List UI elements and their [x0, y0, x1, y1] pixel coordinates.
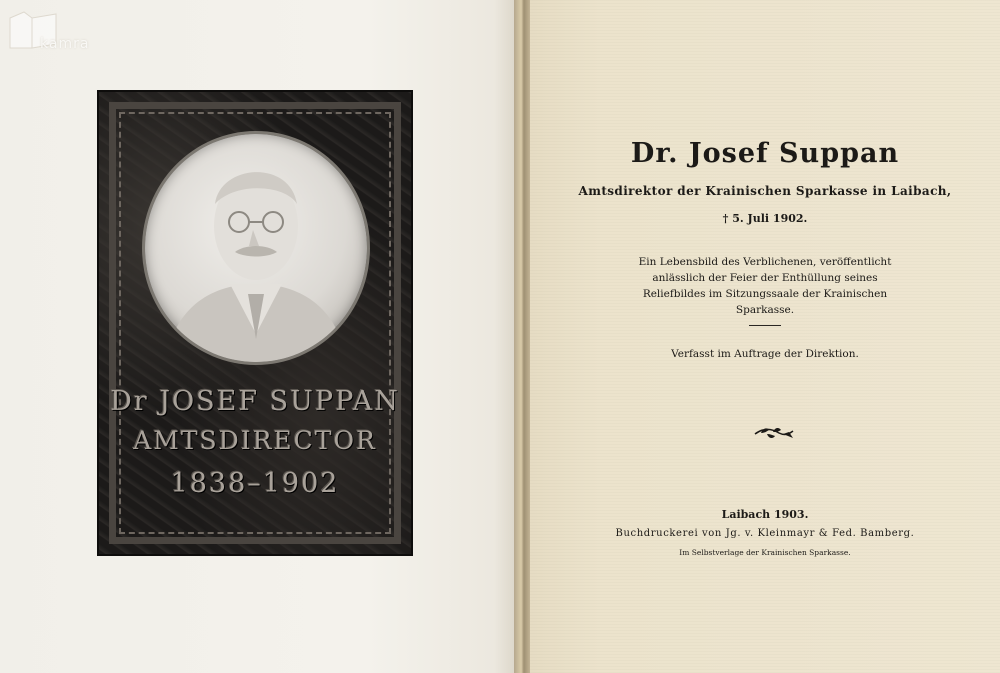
book-subtitle: Amtsdirektor der Krainischen Sparkasse in Laibach,: [578, 184, 952, 198]
watermark-text: kamra: [40, 36, 90, 52]
memorial-plaque-photo: [97, 90, 413, 556]
inscription-title: AMTSDIRECTOR: [133, 426, 377, 455]
inscription-name: Dr JOSEF SUPPAN: [110, 386, 400, 417]
right-page-title: [530, 0, 1000, 673]
publisher-line: Im Selbstverlage der Krainischen Sparkasse.: [679, 548, 851, 557]
author-note: Verfasst im Auftrage der Direktion.: [671, 348, 859, 360]
inscription-years: 1838–1902: [170, 468, 340, 499]
portrait-relief-medallion: [145, 134, 367, 362]
book-title: Dr. Josef Suppan: [630, 138, 900, 169]
kamra-watermark: [6, 8, 116, 56]
death-date: † 5. Juli 1902.: [722, 212, 808, 225]
separator-rule: [749, 325, 781, 326]
leaf-ornament-icon: [753, 424, 795, 442]
description-text: Ein Lebensbild des Verblichenen, veröffentlicht anlässlich der Feier der Enthüllung seines Reliefbildes im Sitzungssaale der Krainischen Sparkasse.: [638, 256, 892, 316]
printer-line: Buchdruckerei von Jg. v. Kleinmayr & Fed. Bamberg.: [615, 528, 915, 539]
place-year: Laibach 1903.: [721, 508, 809, 521]
portrait-relief-icon: [145, 134, 367, 362]
